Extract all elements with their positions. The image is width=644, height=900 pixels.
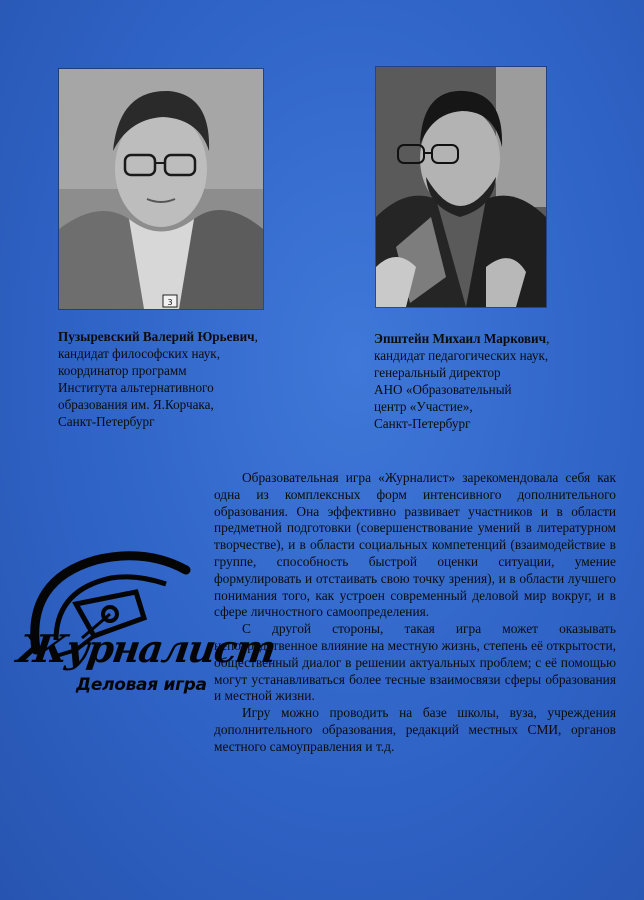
person-title-line: Санкт-Петербург [374, 416, 471, 431]
caption-puzyrevsky [58, 328, 308, 430]
paragraph: Образовательная игра «Журналист» зарекомендовала себя как одна из комплексных форм интенсивного дополнительного образования. Она эффективно развивает участников и в области предметной подготовки (совершенствование умений в литературном творчестве), и в области социальных компетенций (взаимодействие в группе, способность быстрой оценки ситуации, умение формулировать и отстаивать свою точку зрения), и в области лучшего понимания того, как устроен современный деловой мир вокруг, и в сфере личностного самоопределения. [214, 470, 616, 620]
logo-title: Журналист [14, 626, 278, 671]
paragraph: Игру можно проводить на базе школы, вуза, учреждения дополнительного образования, редакций местных СМИ, органов местного самоуправления и т.д. [214, 705, 616, 754]
person-title-line: Санкт-Петербург [58, 414, 155, 429]
portrait-photo-puzyrevsky [59, 69, 263, 309]
person-title-line: центр «Участие», [374, 399, 473, 414]
name-suffix: , [546, 331, 550, 346]
person-title-line: генеральный директор [374, 365, 501, 380]
person-title-line: координатор программ [58, 363, 187, 378]
description-text [214, 470, 616, 756]
person-title-line: кандидат философских наук, [58, 346, 221, 361]
badge-number: 3 [167, 298, 173, 307]
person-title-line: кандидат педагогических наук, [374, 348, 549, 363]
person-title-line: образования им. Я.Корчака, [58, 397, 214, 412]
caption-epshtein [374, 330, 634, 432]
person-name [374, 330, 634, 347]
person-name [58, 328, 308, 345]
person-title-line: Института альтернативного [58, 380, 214, 395]
logo-subtitle: Деловая игра [76, 675, 207, 695]
person-name-text: Пузыревский Валерий Юрьевич [58, 329, 255, 344]
person-title-line: АНО «Образовательный [374, 382, 512, 397]
paragraph: С другой стороны, такая игра может оказывать непосредственное влияние на местную жизнь, степень её открытости, общественный диалог в решении актуальных проблем; с её помощью могут устанавливаться более тесные взаимосвязи сферы образования и местной жизни. [214, 621, 616, 704]
portrait-photo-epshtein [376, 67, 546, 307]
person-name-text: Эпштейн Михаил Маркович [374, 331, 547, 346]
name-suffix: , [254, 329, 258, 344]
